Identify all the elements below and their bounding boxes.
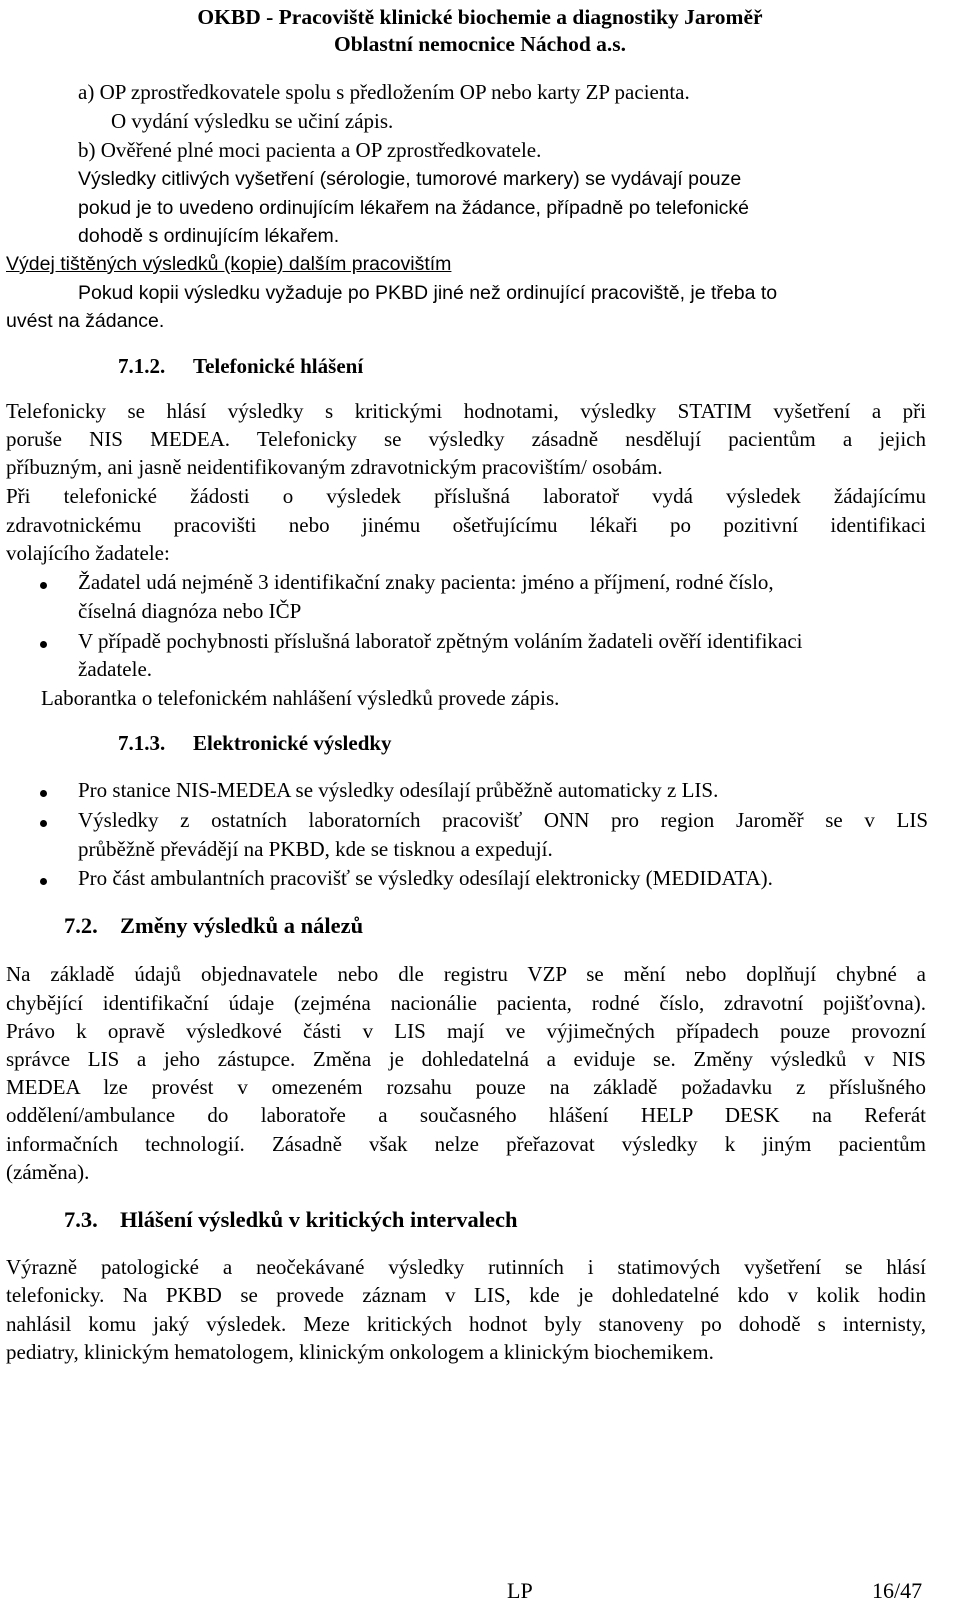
s712-bullet-1-line-2: číselná diagnóza nebo IČP <box>78 599 302 623</box>
section-7-2-title: Změny výsledků a nálezů <box>120 913 364 938</box>
s712-p1-line-3: příbuzným, ani jasně neidentifikovaným zdravotnickým pracovištím/ osobám. <box>6 455 663 479</box>
s72-line-3: Právo k opravě výsledkové části v LIS mají ve výjimečných případech pouze provozní <box>6 1019 926 1043</box>
footer-initials: LP <box>507 1578 533 1603</box>
s713-bullet-3: Pro část ambulantních pracovišť se výsledky odesílají elektronicky (MEDIDATA). <box>78 866 773 890</box>
s712-bullet-2-line-1: V případě pochybnosti příslušná laboratoř zpětným voláním žadateli ověří identifikaci <box>78 629 803 653</box>
item-b-line-1: b) Ověřené plné moci pacienta a OP zprostředkovatele. <box>78 138 542 162</box>
s72-line-6: oddělení/ambulance do laboratoře a současného hlášení HELP DESK na Referát <box>6 1103 926 1127</box>
page-header <box>0 4 960 58</box>
s73-line-2: telefonicky. Na PKBD se provede záznam v LIS, kde je dohledatelné kdo v kolik hodin <box>6 1283 926 1307</box>
s73-line-4: pediatry, klinickým hematologem, klinickým onkologem a klinickým biochemikem. <box>6 1340 714 1364</box>
footer-page-number: 16/47 <box>872 1578 923 1603</box>
copy-results-line-1: Pokud kopii výsledku vyžaduje po PKBD jiné než ordinující pracoviště, je třeba to <box>78 282 778 304</box>
item-a-line-2: O vydání výsledku se učiní zápis. <box>111 109 394 133</box>
s713-bullet-1: Pro stanice NIS-MEDEA se výsledky odesílají průběžně automaticky z LIS. <box>78 778 719 802</box>
s712-p2-line-3: volajícího žadatele: <box>6 541 170 565</box>
s72-line-2: chybějící identifikační údaje (zejména nacionálie pacienta, rodné číslo, zdravotní pojišťovna). <box>6 991 926 1015</box>
s72-line-8: (záměna). <box>6 1160 90 1184</box>
s712-bullet-2-line-2: žadatele. <box>78 657 153 681</box>
s72-line-7: informačních technologií. Zásadně však nelze přeřazovat výsledky k jiným pacientům <box>6 1132 926 1156</box>
s72-line-1: Na základě údajů objednavatele nebo dle registru VZP se mění nebo doplňují chybné a <box>6 962 926 986</box>
header-line-2: Oblastní nemocnice Náchod a.s. <box>333 32 627 56</box>
section-7-1-3-title: Elektronické výsledky <box>193 731 392 755</box>
sensitive-results-line-1: Výsledky citlivých vyšetření (sérologie, tumorové markery) se vydávají pouze <box>78 168 742 190</box>
s712-bullet-1-line-1: Žadatel udá nejméně 3 identifikační znaky pacienta: jméno a příjmení, rodné číslo, <box>78 570 774 594</box>
section-7-1-2-title: Telefonické hlášení <box>193 354 364 378</box>
section-7-3-number: 7.3. <box>64 1207 98 1232</box>
header-line-1: OKBD - Pracoviště klinické biochemie a diagnostiky Jaroměř <box>197 5 763 29</box>
s712-p2-line-1: Při telefonické žádosti o výsledek příslušná laboratoř vydá výsledek žádajícímu <box>6 484 926 508</box>
s713-bullet-2-line-1: Výsledky z ostatních laboratorních pracovišť ONN pro region Jaroměř se v LIS <box>78 808 928 832</box>
s712-closing: Laborantka o telefonickém nahlášení výsledků provede zápis. <box>41 686 560 710</box>
copy-results-heading: Výdej tištěných výsledků (kopie) dalším pracovištím <box>6 253 452 275</box>
bullet-icon <box>40 878 47 885</box>
copy-results-line-2: uvést na žádance. <box>6 310 165 332</box>
bullet-icon <box>40 641 47 648</box>
s73-line-3: nahlásil komu jaký výsledek. Meze kritických hodnot byly stanoveny po dohodě s internisty, <box>6 1312 926 1336</box>
s712-p1-line-1: Telefonicky se hlásí výsledky s kritickými hodnotami, výsledky STATIM vyšetření a při <box>6 399 926 423</box>
s712-p1-line-2: poruše NIS MEDEA. Telefonicky se výsledky zásadně nesdělují pacientům a jejich <box>6 427 926 451</box>
s72-line-4: správce LIS a jeho zástupce. Změna je dohledatelná a eviduje se. Změny výsledků v NIS <box>6 1047 926 1071</box>
section-7-2-number: 7.2. <box>64 913 98 938</box>
section-7-1-2-number: 7.1.2. <box>118 354 166 378</box>
sensitive-results-line-3: dohodě s ordinujícím lékařem. <box>78 225 340 247</box>
bullet-icon <box>40 582 47 589</box>
section-7-1-3-number: 7.1.3. <box>118 731 166 755</box>
bullet-icon <box>40 790 47 797</box>
sensitive-results-line-2: pokud je to uvedeno ordinujícím lékařem na žádance, případně po telefonické <box>78 197 750 219</box>
s73-line-1: Výrazně patologické a neočekávané výsledky rutinních i statimových vyšetření se hlásí <box>6 1255 926 1279</box>
bullet-icon <box>40 820 47 827</box>
item-a-line-1: a) OP zprostředkovatele spolu s předložením OP nebo karty ZP pacienta. <box>78 80 690 104</box>
section-7-3-title: Hlášení výsledků v kritických intervalech <box>120 1207 518 1232</box>
s72-line-5: MEDEA lze provést v omezeném rozsahu pouze na základě požadavku z příslušného <box>6 1075 926 1099</box>
s712-p2-line-2: zdravotnickému pracovišti nebo jinému ošetřujícímu lékaři po pozitivní identifikaci <box>6 513 926 537</box>
s713-bullet-2-line-2: průběžně převádějí na PKBD, kde se tisknou a expedují. <box>78 837 553 861</box>
